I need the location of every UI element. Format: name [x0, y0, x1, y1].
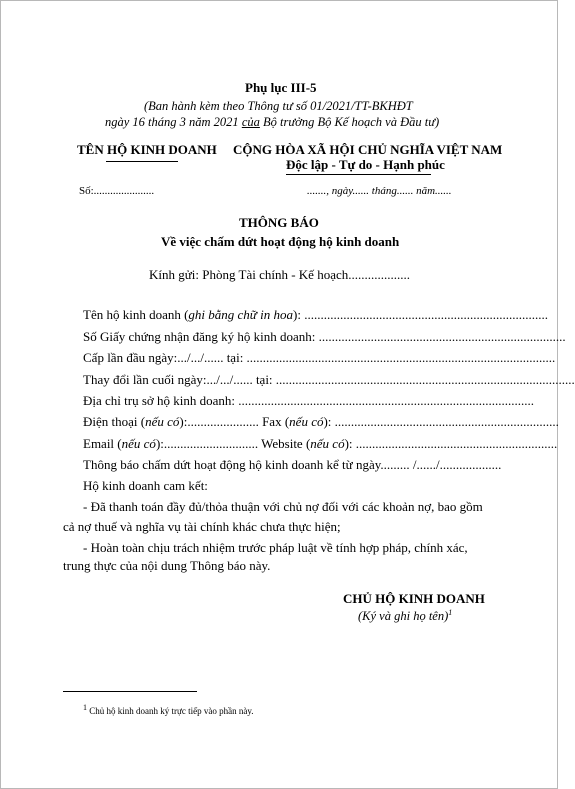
- field-business-name: Tên hộ kinh doanh (ghi bằng chữ in hoa): ...........................................................................: [83, 307, 548, 322]
- commitment-item-2-line-2: trung thực của nội dung Thông báo này.: [63, 558, 271, 573]
- date-line: ......., ngày...... tháng...... năm......: [307, 185, 452, 197]
- republic-title: CỘNG HÒA XÃ HỘI CHỦ NGHĨA VIỆT NAM: [233, 142, 503, 157]
- signature-hint: (Ký và ghi họ tên)$^1$: [358, 608, 453, 624]
- field-email-website: Email (nếu có):............................. Website (nếu có): ..............................................................: [83, 436, 558, 451]
- appendix-label: Phụ lục III-5: [245, 80, 317, 95]
- left-divider: [106, 161, 178, 162]
- footnote: $^1$ Chủ hộ kinh doanh ký trực tiếp vào phần này.: [83, 703, 254, 716]
- signature-title: CHỦ HỘ KINH DOANH: [343, 591, 485, 606]
- field-certificate-number: Số Giấy chứng nhận đăng ký hộ kinh doanh: ............................................................................: [83, 329, 566, 344]
- motto-underline: [286, 174, 431, 175]
- recipient-line: Kính gửi: Phòng Tài chính - Kế hoạch...................: [149, 267, 410, 282]
- motto: Độc lập - Tự do - Hạnh phúc: [286, 157, 445, 172]
- commitment-item-2-line-1: - Hoàn toàn chịu trách nhiệm trước pháp luật về tính hợp pháp, chính xác,: [83, 540, 468, 555]
- notice-subtitle: Về việc chấm dứt hoạt động hộ kinh doanh: [161, 234, 400, 249]
- document-number: Số:......................: [79, 185, 155, 197]
- issued-by-line-2: ngày 16 tháng 3 năm 2021 của Bộ trưởng Bộ Kế hoạch và Đầu tư): [105, 115, 440, 129]
- issued-by-line-1: (Ban hành kèm theo Thông tư số 01/2021/TT-BKHĐT: [144, 99, 413, 113]
- commitment-intro: Hộ kinh doanh cam kết:: [83, 478, 208, 493]
- field-phone-fax: Điện thoại (nếu có):...................... Fax (nếu có): .....................................................................: [83, 414, 559, 429]
- commitment-item-1-line-2: cả nợ thuế và nghĩa vụ tài chính khác chưa thực hiện;: [63, 519, 341, 534]
- household-business-title: TÊN HỘ KINH DOANH: [77, 142, 217, 157]
- field-stop-date: Thông báo chấm dứt hoạt động hộ kinh doanh kể từ ngày......... /....../...................: [83, 457, 502, 472]
- field-address: Địa chỉ trụ sở hộ kinh doanh: ...........................................................................................: [83, 393, 535, 408]
- notice-title: THÔNG BÁO: [239, 215, 319, 230]
- commitment-item-1-line-1: - Đã thanh toán đầy đủ/thỏa thuận với chủ nợ đối với các khoản nợ, bao gồm: [83, 499, 483, 514]
- field-first-issue: Cấp lần đầu ngày:.../.../...... tại: ...............................................................................................: [83, 350, 556, 365]
- footnote-separator: [63, 691, 197, 692]
- field-last-change: Thay đổi lần cuối ngày:.../.../...... tại: ............................................................................................: [83, 372, 575, 387]
